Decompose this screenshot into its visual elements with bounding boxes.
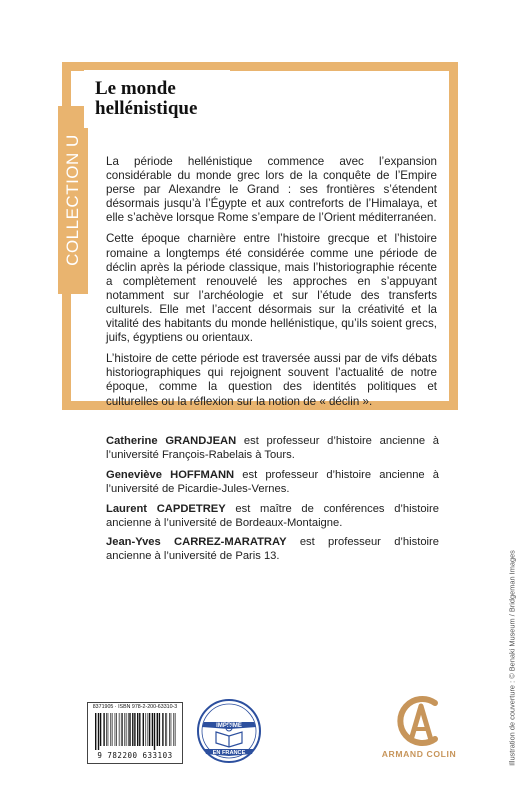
summary-paragraph: Cette époque charnière entre l’histoire grecque et l’histoire romaine a longtemps été considérée comme une période de déclin après la période classique, mais l’historiographie récente a complètement renouvelé les approches en s’appuyant notamment sur l’archéologie et sur l’étude des transferts culturels. Elle met l’accent désormais sur la créativité et la vitalité des habitants du monde hellénistique, qu’ils soient grecs, juifs, égyptiens ou orientaux.	[106, 232, 437, 345]
armand-colin-logo-icon	[384, 694, 454, 748]
barcode-bar	[171, 713, 172, 746]
barcode-bar	[112, 713, 113, 746]
author-name: Jean-Yves CARREZ-MARATRAY	[106, 536, 287, 549]
barcode-bar	[166, 713, 167, 746]
barcode-bar	[128, 713, 129, 746]
author-bio: est professeur d’histoire ancienne à l’université de Paris 13.	[106, 536, 439, 563]
barcode-bar	[116, 713, 117, 746]
barcode-bar	[139, 713, 140, 746]
barcode-bar	[137, 713, 138, 746]
barcode-bar	[100, 713, 101, 746]
barcode-bar	[126, 713, 127, 746]
isbn-text: 8371905 · ISBN 978-2-200-63310-3	[92, 704, 178, 710]
barcode-bar	[165, 713, 166, 746]
barcode-bar	[106, 713, 107, 746]
summary-text	[106, 155, 437, 416]
barcode-bar	[119, 713, 120, 746]
author-entry	[106, 503, 439, 531]
author-bio: est professeur d’histoire ancienne à l’université François-Rabelais à Tours.	[106, 435, 439, 461]
summary-paragraph: La période hellénistique commence avec l’expansion considérable du monde grec lors de la conquête de l’Empire perse par Alexandre le Grand : ses frontières s’étendent désormais jusqu’à l’Égypte et aux contreforts de l’Himalaya, et elle s’achève lorsque Rome s’empare de l’Orient méditerranéen.	[106, 155, 437, 225]
summary-paragraph: L’histoire de cette période est traversée aussi par de vifs débats historiographiques qui rejoignent souvent l’actualité de notre époque, comme la question des identités politiques et culturelles ou la réflexion sur la notion de « déclin ».	[106, 352, 437, 408]
barcode-bar	[149, 713, 150, 746]
authors-list	[106, 435, 439, 570]
barcode-bar	[129, 713, 130, 746]
barcode-bar	[173, 713, 174, 746]
cover-credit: Illustration de couverture : © Benaki Museum / Bridgeman Images	[507, 550, 517, 766]
barcode-bar	[159, 713, 160, 746]
barcode-bar	[162, 713, 163, 746]
author-name: Laurent CAPDETREY	[106, 502, 226, 515]
barcode-bar	[98, 713, 99, 750]
book-title	[95, 79, 225, 119]
author-bio: est professeur d’histoire ancienne à l’université de Picardie-Jules-Vernes.	[106, 468, 439, 495]
publisher-name: ARMAND COLIN	[381, 749, 457, 759]
title-line-1: Le monde	[95, 78, 176, 99]
barcode-bar	[148, 713, 149, 746]
barcode-bar	[124, 713, 125, 746]
barcode-bar	[121, 713, 122, 746]
barcode-bar	[152, 713, 153, 746]
barcode-bar	[108, 713, 109, 746]
barcode-bar	[134, 713, 135, 746]
barcode-bar	[145, 713, 146, 746]
stamp-top-text: IMPRIMÉ	[216, 723, 242, 729]
author-name: Geneviève HOFFMANN	[106, 468, 235, 481]
barcode-bar	[115, 713, 116, 746]
title-line-2: hellénistique	[95, 98, 198, 119]
author-entry	[106, 435, 439, 463]
barcode-bar	[154, 713, 155, 750]
collection-label: COLLECTION U	[63, 134, 82, 266]
barcode-number: 9 782200 633103	[97, 751, 173, 760]
barcode-bar	[143, 713, 144, 746]
barcode-bars-icon	[94, 713, 176, 750]
isbn-barcode	[87, 702, 183, 764]
barcode-bar	[122, 713, 123, 746]
author-bio: est maître de conférences d’histoire ancienne à l’université de Bordeaux-Montaigne.	[106, 502, 439, 529]
author-entry	[106, 469, 439, 497]
barcode-bar	[103, 713, 104, 746]
author-name: Catherine GRANDJEAN	[106, 435, 237, 447]
barcode-bar	[175, 713, 176, 746]
barcode-bar	[157, 713, 158, 746]
author-entry	[106, 536, 439, 564]
stamp-bottom-text: EN FRANCE	[212, 750, 246, 756]
barcode-bar	[110, 713, 111, 746]
printed-in-france-stamp-icon	[196, 698, 262, 764]
barcode-bar	[95, 713, 96, 750]
barcode-bar	[169, 713, 170, 746]
barcode-bar	[132, 713, 133, 746]
